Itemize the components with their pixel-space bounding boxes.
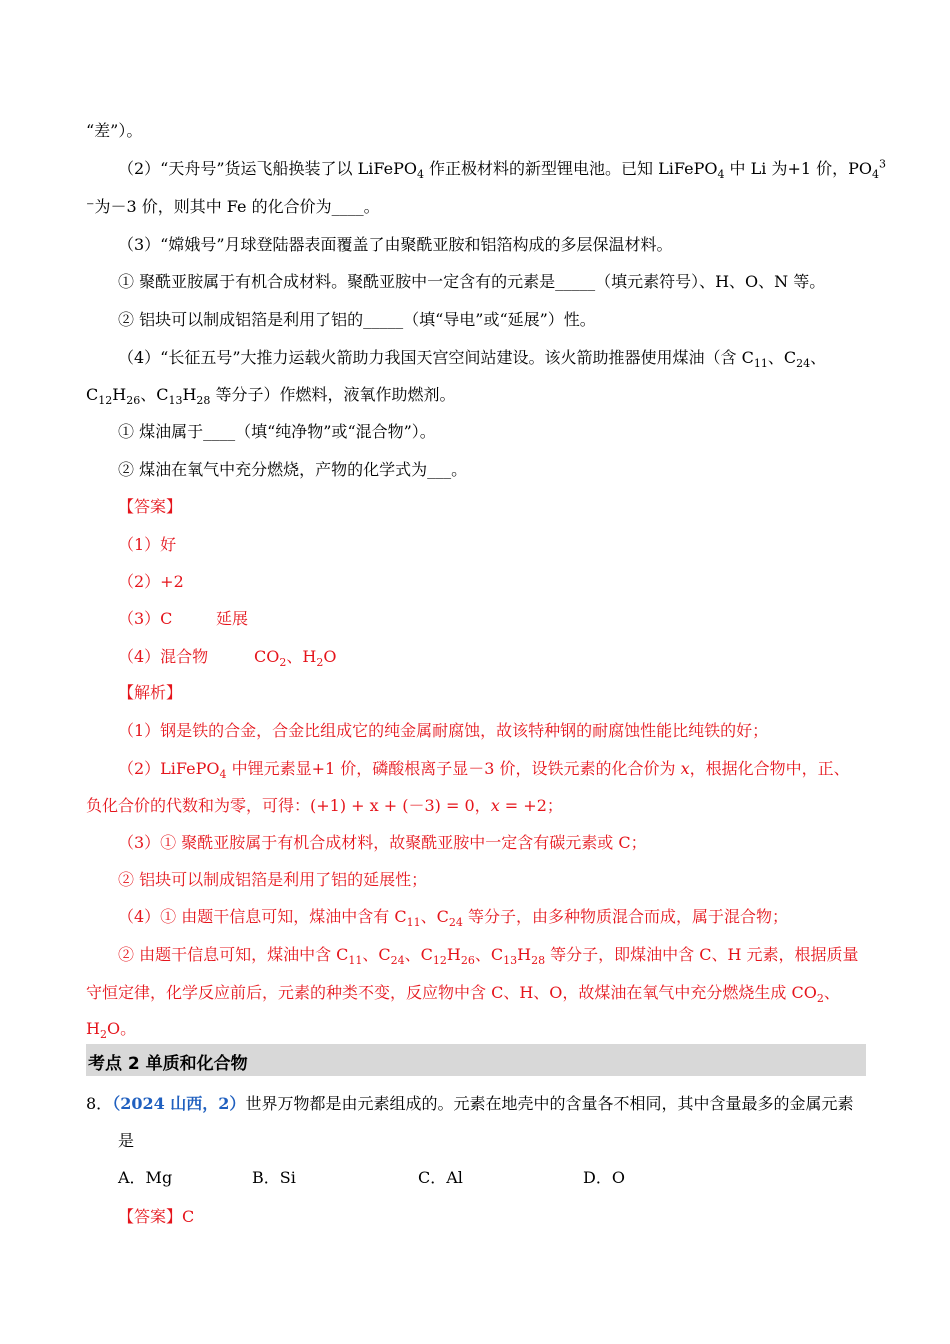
q8-stem: 8．（2024 山西，2）世界万物都是由元素组成的。元素在地壳中的含量各不相同，其中含量最多的金属元素	[86, 1094, 854, 1113]
answer-4b: $CO_2$、$H_2O$	[254, 647, 337, 670]
answer-label: 【答案】	[118, 497, 183, 516]
q7-part4-2: ② 煤油在氧气中充分燃烧，产物的化学式为___。	[118, 460, 468, 479]
analysis-2-line2: 负化合价的代数和为零，可得：(+1) + x + (－3) = 0，x = +2；	[86, 796, 563, 815]
q8-source: （2024 山西，2）	[112, 1094, 246, 1113]
q8-option-a[interactable]: A．Mg	[118, 1168, 173, 1187]
analysis-4-2-line3: $H_2O$。	[86, 1019, 137, 1042]
q8-stem-line2: 是	[118, 1131, 135, 1150]
analysis-3-2: ② 铝块可以制成铝箔是利用了铝的延展性；	[118, 870, 428, 889]
q8-option-b[interactable]: B．Si	[252, 1168, 296, 1187]
q7-part4-line1: （4）“长征五号”大推力运载火箭助力我国天宫空间站建设。该火箭助推器使用煤油（含 $C_{11}$、$C_{24}$、	[118, 348, 827, 371]
section-header	[86, 1044, 866, 1076]
analysis-4-2-line2: 守恒定律，化学反应前后，元素的种类不变，反应物中含 C、H、O，故煤油在氧气中充分燃烧生成 $CO_2$、	[86, 983, 840, 1006]
answer-3a: （3）C	[118, 609, 173, 628]
q7-part2-line2: ⁻为－3 价，则其中 Fe 的化合价为____。	[86, 197, 380, 216]
q7-part3-2: ② 铝块可以制成铝箔是利用了铝的_____（填“导电”或“延展”）性。	[118, 310, 596, 329]
analysis-2-line1: （2）LiFePO$_4$ 中锂元素显+1 价，磷酸根离子显－3 价，设铁元素的化合价为 x，根据化合物中，正、	[118, 759, 850, 782]
q8-option-d[interactable]: D．O	[583, 1168, 625, 1187]
analysis-1: （1）钢是铁的合金，合金比组成它的纯金属耐腐蚀，故该特种钢的耐腐蚀性能比纯铁的好；	[118, 721, 769, 740]
answer-1: （1）好	[118, 535, 177, 554]
q8-number: 8．	[86, 1094, 113, 1113]
answer-2: （2）+2	[118, 572, 184, 591]
analysis-4-1: （4）① 由题干信息可知，煤油中含有 $C_{11}$、$C_{24}$ 等分子，由多种物质混合而成，属于混合物；	[118, 907, 788, 930]
section-title: 考点 2 单质和化合物	[88, 1054, 248, 1074]
q7-part4-1: ① 煤油属于____（填“纯净物”或“混合物”）。	[118, 422, 436, 441]
q7-part2-line1: （2）“天舟号”货运飞船换装了以 LiFePO$_4$ 作正极材料的新型锂电池。已知 LiFePO$_4$ 中 Li 为+1 价，$PO_4^3$	[118, 157, 887, 182]
q7-part3-1: ① 聚酰亚胺属于有机合成材料。聚酰亚胺中一定含有的元素是_____（填元素符号）、H、O、N 等。	[118, 272, 826, 291]
analysis-4-2-line1: ② 由题干信息可知，煤油中含 $C_{11}$、$C_{24}$、$C_{12}H_{26}$、$C_{13}H_{28}$ 等分子，即煤油中含 C、H 元素，根据质量	[118, 945, 859, 968]
analysis-3-1: （3）① 聚酰亚胺属于有机合成材料，故聚酰亚胺中一定含有碳元素或 C；	[118, 833, 647, 852]
analysis-label: 【解析】	[118, 683, 183, 702]
q8-option-c[interactable]: C．Al	[418, 1168, 463, 1187]
q8-answer: 【答案】C	[118, 1207, 195, 1226]
answer-3b: 延展	[216, 609, 249, 628]
q7-line-cha: “差”）。	[86, 121, 143, 140]
answer-4a: （4）混合物	[118, 647, 209, 666]
q7-part3: （3）“嫦娥号”月球登陆器表面覆盖了由聚酰亚胺和铝箔构成的多层保温材料。	[118, 235, 673, 254]
q7-part4-line2: $C_{12}H_{26}$、$C_{13}H_{28}$ 等分子）作燃料，液氧作助燃剂。	[86, 385, 456, 408]
